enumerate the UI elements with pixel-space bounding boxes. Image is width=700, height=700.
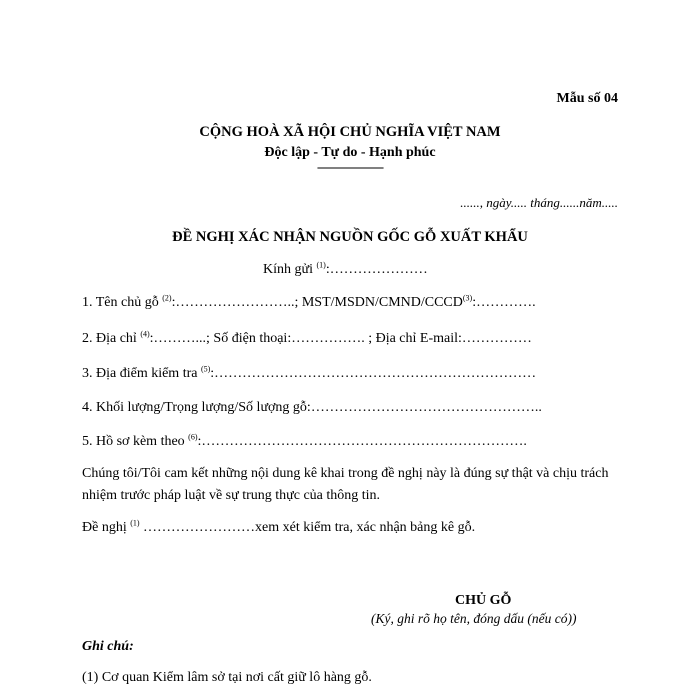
signature-title: CHỦ GỖ xyxy=(455,593,512,608)
national-motto: Độc lập - Tự do - Hạnh phúc xyxy=(264,145,436,160)
header-divider: ---------------------- xyxy=(317,160,383,174)
footnote-ref: (3) xyxy=(462,293,473,303)
notes-heading: Ghi chú: xyxy=(82,639,134,654)
field-blank: :……………………………………………………………. xyxy=(197,434,527,449)
note-item: (1) Cơ quan Kiểm lâm sở tại nơi cất giữ lô hàng gỗ. xyxy=(82,670,372,685)
form-number: Mẫu số 04 xyxy=(556,91,618,106)
national-title: CỘNG HOÀ XÃ HỘI CHỦ NGHĨA VIỆT NAM xyxy=(199,124,501,140)
greeting-blank: :………………… xyxy=(325,262,428,277)
footnote-ref: (5) xyxy=(200,364,211,374)
field-label: 3. Địa điểm kiểm tra xyxy=(82,366,201,381)
signature-instruction: (Ký, ghi rõ họ tên, đóng dấu (nếu có)) xyxy=(371,611,577,626)
date-line: ......, ngày..... tháng......năm..... xyxy=(460,195,618,210)
footnote-ref: (4) xyxy=(140,329,150,339)
field-quantity xyxy=(82,400,542,416)
field-attachments xyxy=(82,434,527,450)
field-blank: :…………. xyxy=(472,295,536,310)
greeting-line xyxy=(263,262,428,278)
commitment-paragraph: Chúng tôi/Tôi cam kết những nội dung kê khai trong đề nghị này là đúng sự thật và chịu trách nhiệm trước pháp luật về sự trung thực của thông tin. xyxy=(82,466,609,503)
request-line xyxy=(82,520,475,536)
field-label: 4. Khối lượng/Trọng lượng/Số lượng gỗ:………………………………………….. xyxy=(82,400,542,415)
field-blank: :…………………………………………………………… xyxy=(210,366,537,381)
field-label: 1. Tên chủ gỗ xyxy=(82,295,163,310)
field-address xyxy=(82,331,532,347)
field-blank: :……………………..; MST/MSDN/CMND/CCCD xyxy=(171,295,463,310)
footnote-ref: (1) xyxy=(130,518,140,528)
footnote-ref: (6) xyxy=(188,432,198,442)
request-text: ……………………xem xét kiểm tra, xác nhận bảng kê gỗ. xyxy=(139,520,476,535)
document-title: ĐỀ NGHỊ XÁC NHẬN NGUỒN GỐC GỖ XUẤT KHẨU xyxy=(172,229,528,245)
field-label: 5. Hồ sơ kèm theo xyxy=(82,434,189,449)
request-label: Đề nghị xyxy=(82,520,131,535)
field-blank: :………...; Số điện thoại:……………. ; Địa chỉ E-mail:…………… xyxy=(149,331,532,346)
footnote-ref: (1) xyxy=(316,260,326,270)
greeting-label: Kính gửi xyxy=(263,262,317,277)
field-owner-name xyxy=(82,295,536,311)
field-inspection-location xyxy=(82,366,536,382)
field-label: 2. Địa chỉ xyxy=(82,331,141,346)
footnote-ref: (2) xyxy=(162,293,172,303)
